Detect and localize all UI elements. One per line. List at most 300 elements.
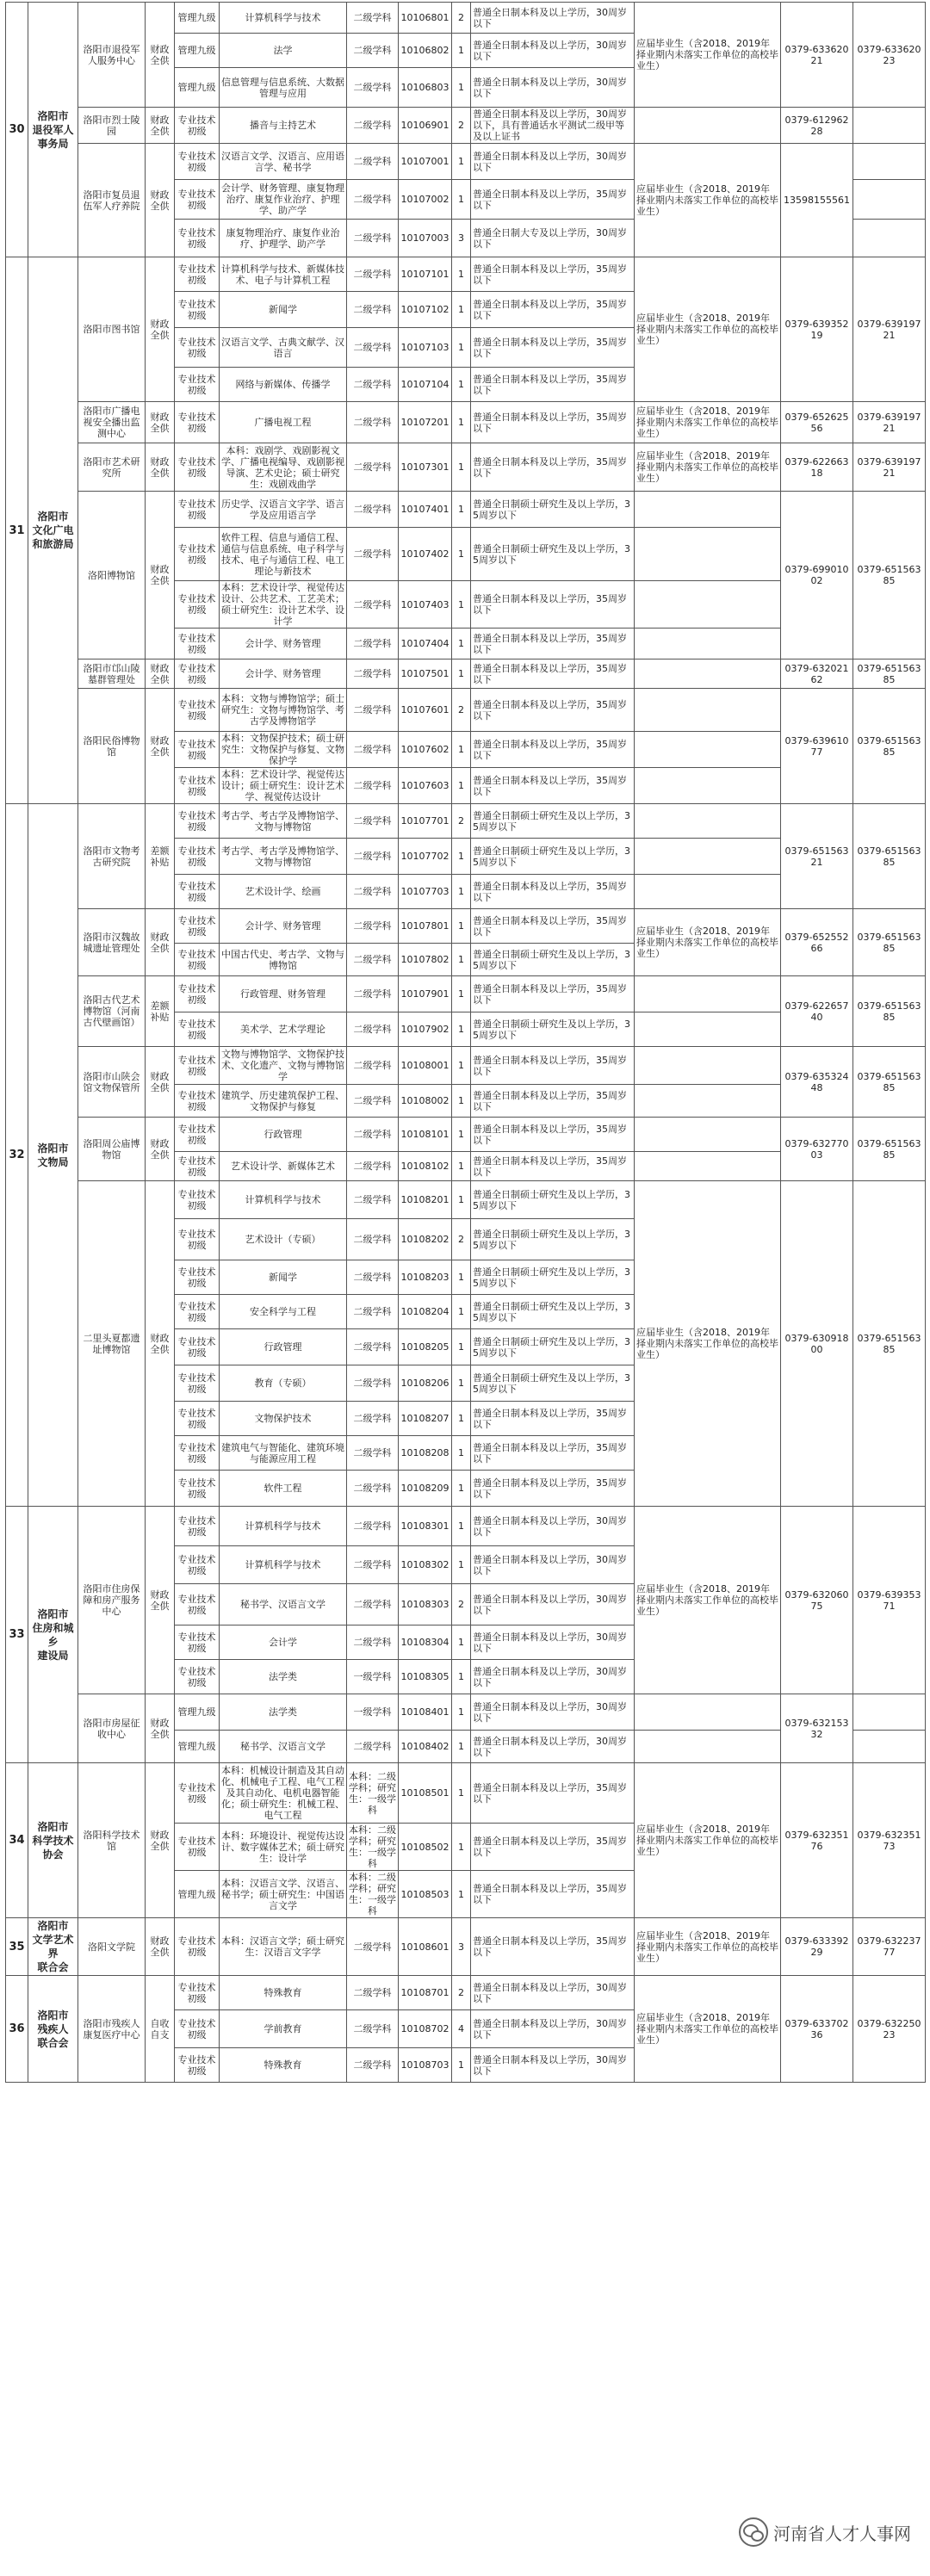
cell-post: 专业技术初级 [175,689,220,732]
cell-code: 10108502 [399,1824,452,1871]
cell-post: 专业技术初级 [175,732,220,768]
cell-major: 网络与新媒体、传播学 [220,368,347,402]
cell-supervise: 0379-63919721 [853,443,926,492]
cell-major: 美术学、艺术学理论 [220,1012,347,1047]
cell-phone: 0379-62266318 [781,443,853,492]
table-row [6,492,926,528]
cell-unit: 洛阳市邙山陵墓群管理处 [78,659,146,689]
cell-count: 4 [452,2010,471,2048]
cell-count: 2 [452,1976,471,2010]
cell-level: 二级学科 [347,1295,399,1329]
cell-major: 康复物理治疗、康复作业治疗、护理学、助产学 [220,220,347,257]
cell-code: 10107102 [399,292,452,328]
cell-other: 应届毕业生（含2018、2019年择业期内未落实工作单位的高校毕业生） [635,257,781,402]
cell-major: 本科：艺术设计学、视觉传达设计；硕士研究生：设计艺术学、视觉传达设计 [220,768,347,804]
cell-other [635,629,781,659]
cell-level: 二级学科 [347,839,399,875]
cell-count: 1 [452,1152,471,1181]
cell-level: 二级学科 [347,1012,399,1047]
cell-req: 普通全日制本科及以上学历，35周岁以下 [471,1085,635,1118]
cell-major: 法学类 [220,1660,347,1694]
cell-unit: 洛阳市残疾人康复医疗中心 [78,1976,146,2083]
cell-code: 10107101 [399,257,452,292]
cell-count: 1 [452,1118,471,1152]
cell-supervise: 0379-63225023 [853,1976,926,2083]
cell-fund: 财政全供 [146,1694,175,1763]
cell-phone: 0379-69901002 [781,492,853,659]
cell-req: 普通全日制本科及以上学历，35周岁以下 [471,1436,635,1471]
cell-major: 新闻学 [220,1260,347,1295]
cell-level: 二级学科 [347,1976,399,2010]
cell-supervise: 0379-65156385 [853,1047,926,1118]
cell-post: 专业技术初级 [175,1219,220,1260]
cell-phone: 0379-63532448 [781,1047,853,1118]
cell-post: 专业技术初级 [175,180,220,220]
cell-post: 专业技术初级 [175,1295,220,1329]
cell-other [635,528,781,581]
cell-level: 二级学科 [347,2010,399,2048]
cell-count: 2 [452,689,471,732]
cell-unit: 洛阳博物馆 [78,492,146,659]
watermark [739,2517,911,2547]
cell-code: 10107501 [399,659,452,689]
cell-level: 二级学科 [347,581,399,629]
cell-req: 普通全日制本科及以上学历，35周岁以下 [471,443,635,492]
cell-fund: 财政全供 [146,1918,175,1976]
cell-unit: 洛阳文学院 [78,1918,146,1976]
cell-req: 普通全日制硕士研究生及以上学历，35周岁以下 [471,944,635,976]
cell-post: 管理九级 [175,3,220,34]
cell-major: 本科：汉语言文学；硕士研究生：汉语言文字学 [220,1918,347,1976]
cell-other: 应届毕业生（含2018、2019年择业期内未落实工作单位的高校毕业生） [635,909,781,976]
cell-unit: 洛阳市图书馆 [78,257,146,402]
cell-level: 二级学科 [347,804,399,839]
cell-level: 二级学科 [347,1181,399,1219]
cell-level: 二级学科 [347,1047,399,1085]
cell-req: 普通全日制本科及以上学历，35周岁以下 [471,1471,635,1507]
cell-req: 普通全日制本科及以上学历，30周岁以下 [471,1584,635,1625]
cell-req: 普通全日制硕士研究生及以上学历，35周岁以下 [471,1365,635,1402]
cell-major: 会计学、财务管理、康复物理治疗、康复作业治疗、护理学、助产学 [220,180,347,220]
cell-unit: 洛阳市艺术研究所 [78,443,146,492]
cell-level: 二级学科 [347,629,399,659]
cell-other [635,659,781,689]
cell-major: 计算机科学与技术 [220,1546,347,1584]
cell-req: 普通全日制本科及以上学历，35周岁以下 [471,659,635,689]
cell-unit: 洛阳周公庙博物馆 [78,1118,146,1181]
cell-phone: 0379-61296228 [781,108,853,144]
cell-req: 普通全日制硕士研究生及以上学历，35周岁以下 [471,1219,635,1260]
cell-post: 专业技术初级 [175,1824,220,1871]
cell-req: 普通全日制本科及以上学历，35周岁以下 [471,629,635,659]
cell-major: 艺术设计学、新媒体艺术 [220,1152,347,1181]
cell-other [635,1118,781,1152]
cell-count: 1 [452,492,471,528]
cell-post: 专业技术初级 [175,492,220,528]
cell-other [635,1152,781,1181]
cell-count: 1 [452,1660,471,1694]
cell-count: 1 [452,1295,471,1329]
cell-level: 本科：二级学科；研究生：一级学科 [347,1763,399,1824]
cell-req: 普通全日制本科及以上学历，35周岁以下 [471,1763,635,1824]
cell-level: 二级学科 [347,68,399,108]
cell-other [635,1694,781,1731]
cell-code: 10108301 [399,1507,452,1546]
cell-level: 二级学科 [347,144,399,180]
table-row [6,3,926,34]
cell-post: 专业技术初级 [175,2010,220,2048]
cell-supervise: 0379-63919721 [853,402,926,443]
cell-phone: 0379-63961077 [781,689,853,804]
cell-code: 10108205 [399,1329,452,1365]
cell-level: 二级学科 [347,1365,399,1402]
cell-count: 1 [452,1365,471,1402]
cell-post: 专业技术初级 [175,1918,220,1976]
cell-level: 二级学科 [347,257,399,292]
cell-level: 二级学科 [347,528,399,581]
table-body [6,3,926,2083]
recruitment-table [5,2,926,2083]
cell-supervise: 0379-63223777 [853,1918,926,1976]
cell-dept: 洛阳市 住房和城乡 建设局 [28,1507,78,1763]
cell-level: 本科：二级学科；研究生：一级学科 [347,1824,399,1871]
cell-level: 二级学科 [347,1085,399,1118]
cell-unit: 洛阳市退役军人服务中心 [78,3,146,108]
cell-req: 普通全日制本科及以上学历，30周岁以下 [471,1694,635,1731]
cell-req: 普通全日制本科及以上学历，30周岁以下 [471,1976,635,2010]
cell-post: 专业技术初级 [175,1763,220,1824]
cell-req: 普通全日制本科及以上学历，30周岁以下 [471,1731,635,1763]
cell-count: 1 [452,402,471,443]
cell-count: 1 [452,1694,471,1731]
cell-other: 应届毕业生（含2018、2019年择业期内未落实工作单位的高校毕业生） [635,3,781,108]
cell-other: 应届毕业生（含2018、2019年择业期内未落实工作单位的高校毕业生） [635,144,781,257]
cell-major: 文物保护技术 [220,1402,347,1436]
cell-major: 软件工程 [220,1471,347,1507]
cell-phone: 0379-65255266 [781,909,853,976]
cell-other [635,581,781,629]
cell-req: 普通全日制本科及以上学历，35周岁以下 [471,1918,635,1976]
cell-supervise [853,108,926,144]
cell-code: 10108501 [399,1763,452,1824]
cell-count: 1 [452,1731,471,1763]
cell-post: 专业技术初级 [175,1976,220,2010]
cell-level: 二级学科 [347,1402,399,1436]
cell-count: 1 [452,1871,471,1918]
cell-supervise: 0379-65156385 [853,492,926,659]
cell-req: 普通全日制本科及以上学历，35周岁以下 [471,1824,635,1871]
cell-unit: 洛阳市广播电视安全播出监测中心 [78,402,146,443]
cell-post: 专业技术初级 [175,1660,220,1694]
cell-fund: 财政全供 [146,1763,175,1918]
cell-post: 专业技术初级 [175,1047,220,1085]
cell-other: 应届毕业生（含2018、2019年择业期内未落实工作单位的高校毕业生） [635,1181,781,1507]
cell-code: 10108207 [399,1402,452,1436]
cell-level: 二级学科 [347,1118,399,1152]
cell-req: 普通全日制本科及以上学历，35周岁以下 [471,292,635,328]
cell-phone: 0379-63339229 [781,1918,853,1976]
cell-dept: 洛阳市 科学技术 协会 [28,1763,78,1918]
cell-supervise: 0379-65156385 [853,1181,926,1507]
cell-major: 考古学、考古学及博物馆学、文物与博物馆 [220,839,347,875]
cell-req: 普通全日制本科及以上学历，35周岁以下 [471,328,635,368]
cell-code: 10108208 [399,1436,452,1471]
cell-count: 1 [452,328,471,368]
cell-major: 考古学、考古学及博物馆学、文物与博物馆 [220,804,347,839]
cell-fund: 财政全供 [146,909,175,976]
cell-other [635,1085,781,1118]
cell-major: 计算机科学与技术 [220,3,347,34]
cell-unit: 洛阳市复员退伍军人疗养院 [78,144,146,257]
cell-post: 专业技术初级 [175,257,220,292]
cell-dept: 洛阳市 残疾人 联合会 [28,1976,78,2083]
cell-post: 专业技术初级 [175,108,220,144]
cell-major: 艺术设计学、绘画 [220,875,347,909]
cell-level: 二级学科 [347,689,399,732]
cell-req: 普通全日制本科及以上学历，30周岁以下 [471,1660,635,1694]
table-row [6,144,926,180]
cell-code: 10108402 [399,1731,452,1763]
table-row [6,1507,926,1546]
cell-count: 1 [452,875,471,909]
cell-count: 1 [452,68,471,108]
table-row [6,1047,926,1085]
cell-level: 二级学科 [347,1546,399,1584]
cell-phone: 0379-65262556 [781,402,853,443]
cell-level: 二级学科 [347,108,399,144]
cell-level: 二级学科 [347,1219,399,1260]
cell-phone: 0379-63935219 [781,257,853,402]
cell-code: 10108209 [399,1471,452,1507]
cell-level: 二级学科 [347,1584,399,1625]
cell-major: 会计学 [220,1625,347,1660]
cell-post: 专业技术初级 [175,1260,220,1295]
cell-fund: 差额补贴 [146,804,175,909]
cell-num: 36 [6,1976,28,2083]
cell-count: 1 [452,944,471,976]
cell-level: 二级学科 [347,1260,399,1295]
cell-major: 学前教育 [220,2010,347,2048]
cell-post: 专业技术初级 [175,1329,220,1365]
cell-level: 二级学科 [347,732,399,768]
cell-code: 10106802 [399,34,452,68]
cell-major: 计算机科学与技术、新媒体技术、电子与计算机工程 [220,257,347,292]
cell-other [635,108,781,144]
cell-major: 汉语言文学、古典文献学、汉语言 [220,328,347,368]
cell-code: 10107403 [399,581,452,629]
cell-unit: 洛阳市文物考古研究院 [78,804,146,909]
cell-dept: 洛阳市 文化广电 和旅游局 [28,257,78,804]
cell-req: 普通全日制本科及以上学历，35周岁以下 [471,257,635,292]
cell-supervise [853,1731,926,1763]
cell-count: 1 [452,1436,471,1471]
cell-fund: 财政全供 [146,1181,175,1507]
cell-level: 二级学科 [347,292,399,328]
cell-post: 专业技术初级 [175,1584,220,1625]
cell-count: 1 [452,443,471,492]
cell-req: 普通全日制本科及以上学历，35周岁以下 [471,402,635,443]
cell-code: 10108102 [399,1152,452,1181]
cell-num: 33 [6,1507,28,1763]
cell-major: 广播电视工程 [220,402,347,443]
cell-code: 10107603 [399,768,452,804]
cell-req: 普通全日制本科及以上学历，35周岁以下 [471,689,635,732]
cell-num: 32 [6,804,28,1507]
cell-code: 10107404 [399,629,452,659]
cell-post: 专业技术初级 [175,368,220,402]
cell-req: 普通全日制本科及以上学历，30周岁以下 [471,2048,635,2083]
cell-post: 专业技术初级 [175,581,220,629]
cell-code: 10106801 [399,3,452,34]
cell-phone: 0379-63202162 [781,659,853,689]
cell-dept: 洛阳市 退役军人事务局 [28,3,78,257]
cell-req: 普通全日制本科及以上学历，35周岁以下 [471,1402,635,1436]
cell-other: 应届毕业生（含2018、2019年择业期内未落实工作单位的高校毕业生） [635,1507,781,1694]
cell-post: 专业技术初级 [175,1152,220,1181]
cell-other [635,804,781,839]
cell-req: 普通全日制本科及以上学历，35周岁以下 [471,1118,635,1152]
cell-major: 信息管理与信息系统、大数据管理与应用 [220,68,347,108]
cell-req: 普通全日制硕士研究生及以上学历，35周岁以下 [471,1181,635,1219]
cell-post: 专业技术初级 [175,1402,220,1436]
cell-count: 1 [452,629,471,659]
cell-post: 专业技术初级 [175,220,220,257]
table-row [6,976,926,1012]
cell-unit: 洛阳市房屋征收中心 [78,1694,146,1763]
table-row [6,257,926,292]
cell-level: 二级学科 [347,1152,399,1181]
cell-num: 30 [6,3,28,257]
cell-phone: 0379-63091800 [781,1181,853,1507]
cell-major: 本科：环境设计、视觉传达设计、数字媒体艺术；硕士研究生：设计学 [220,1824,347,1871]
cell-post: 专业技术初级 [175,328,220,368]
cell-count: 1 [452,1625,471,1660]
cell-code: 10107701 [399,804,452,839]
cell-count: 1 [452,1546,471,1584]
cell-post: 专业技术初级 [175,909,220,944]
cell-code: 10106901 [399,108,452,144]
cell-code: 10108206 [399,1365,452,1402]
cell-count: 1 [452,976,471,1012]
cell-count: 1 [452,1085,471,1118]
cell-other: 应届毕业生（含2018、2019年择业期内未落实工作单位的高校毕业生） [635,1918,781,1976]
cell-major: 文物与博物馆学、文物保护技术、文化遗产、文物与博物馆学 [220,1047,347,1085]
cell-other [635,1731,781,1763]
cell-post: 专业技术初级 [175,1625,220,1660]
cell-post: 专业技术初级 [175,1012,220,1047]
cell-req: 普通全日制硕士研究生及以上学历，35周岁以下 [471,1295,635,1329]
cell-num: 35 [6,1918,28,1976]
cell-req: 普通全日制硕士研究生及以上学历，35周岁以下 [471,1260,635,1295]
cell-req: 普通全日制本科及以上学历，30周岁以下 [471,1507,635,1546]
cell-supervise [853,144,926,180]
cell-phone: 0379-63206075 [781,1507,853,1694]
cell-major: 软件工程、信息与通信工程、通信与信息系统、电子科学与技术、电子与通信工程、电工理论与新技术 [220,528,347,581]
cell-post: 专业技术初级 [175,1181,220,1219]
cell-other: 应届毕业生（含2018、2019年择业期内未落实工作单位的高校毕业生） [635,402,781,443]
cell-count: 1 [452,1260,471,1295]
cell-major: 播音与主持艺术 [220,108,347,144]
cell-count: 1 [452,528,471,581]
cell-unit: 洛阳民俗博物馆 [78,689,146,804]
cell-code: 10108203 [399,1260,452,1295]
table-row [6,1763,926,1824]
cell-req: 普通全日制本科及以上学历，30周岁以下 [471,68,635,108]
cell-unit: 二里头夏都遗址博物馆 [78,1181,146,1507]
cell-level: 二级学科 [347,768,399,804]
cell-code: 10108201 [399,1181,452,1219]
cell-supervise [853,180,926,220]
cell-major: 计算机科学与技术 [220,1181,347,1219]
table-row [6,1181,926,1219]
cell-other: 应届毕业生（含2018、2019年择业期内未落实工作单位的高校毕业生） [635,443,781,492]
cell-req: 普通全日制本科及以上学历，35周岁以下 [471,976,635,1012]
cell-supervise: 0379-65156385 [853,689,926,804]
cell-post: 管理九级 [175,1694,220,1731]
cell-level: 二级学科 [347,659,399,689]
cell-post: 专业技术初级 [175,402,220,443]
cell-phone: 13598155561 [781,144,853,257]
table-row [6,909,926,944]
cell-level: 二级学科 [347,368,399,402]
cell-post: 专业技术初级 [175,2048,220,2083]
cell-code: 10107104 [399,368,452,402]
cell-req: 普通全日制本科及以上学历，30周岁以下 [471,2010,635,2048]
cell-count: 1 [452,909,471,944]
cell-fund: 财政全供 [146,659,175,689]
table-row [6,1694,926,1731]
cell-other: 应届毕业生（含2018、2019年择业期内未落实工作单位的高校毕业生） [635,1976,781,2083]
cell-major: 会计学、财务管理 [220,659,347,689]
cell-post: 专业技术初级 [175,144,220,180]
cell-major: 本科：汉语言文学、汉语言、秘书学；硕士研究生：中国语言文学 [220,1871,347,1918]
cell-major: 汉语言文学、汉语言、应用语言学、秘书学 [220,144,347,180]
cell-level: 二级学科 [347,2048,399,2083]
cell-major: 会计学、财务管理 [220,629,347,659]
cell-code: 10107702 [399,839,452,875]
cell-fund: 财政全供 [146,3,175,108]
cell-req: 普通全日制硕士研究生及以上学历，35周岁以下 [471,839,635,875]
recruitment-table-sheet [5,2,925,2083]
cell-post: 专业技术初级 [175,443,220,492]
cell-supervise: 0379-63935371 [853,1507,926,1694]
cell-level: 二级学科 [347,1471,399,1507]
table-row [6,1976,926,2010]
cell-major: 会计学、财务管理 [220,909,347,944]
cell-req: 普通全日制本科及以上学历，30周岁以下 [471,34,635,68]
cell-other [635,768,781,804]
cell-other [635,839,781,875]
cell-count: 1 [452,839,471,875]
cell-phone: 0379-63215332 [781,1694,853,1763]
cell-req: 普通全日制本科及以上学历，30周岁以下，具有普通话水平测试二级甲等及以上证书 [471,108,635,144]
cell-level: 二级学科 [347,1329,399,1365]
cell-phone: 0379-63277003 [781,1118,853,1181]
cell-req: 普通全日制本科及以上学历，35周岁以下 [471,1047,635,1085]
cell-code: 10107601 [399,689,452,732]
cell-code: 10107902 [399,1012,452,1047]
cell-post: 管理九级 [175,1731,220,1763]
cell-major: 行政管理 [220,1118,347,1152]
cell-supervise: 0379-65156385 [853,804,926,909]
cell-supervise: 0379-65156385 [853,909,926,976]
cell-level: 二级学科 [347,909,399,944]
cell-code: 10108101 [399,1118,452,1152]
cell-post: 专业技术初级 [175,1471,220,1507]
cell-req: 普通全日制本科及以上学历，35周岁以下 [471,581,635,629]
cell-req: 普通全日制本科及以上学历，35周岁以下 [471,1871,635,1918]
cell-major: 艺术设计（专硕） [220,1219,347,1260]
